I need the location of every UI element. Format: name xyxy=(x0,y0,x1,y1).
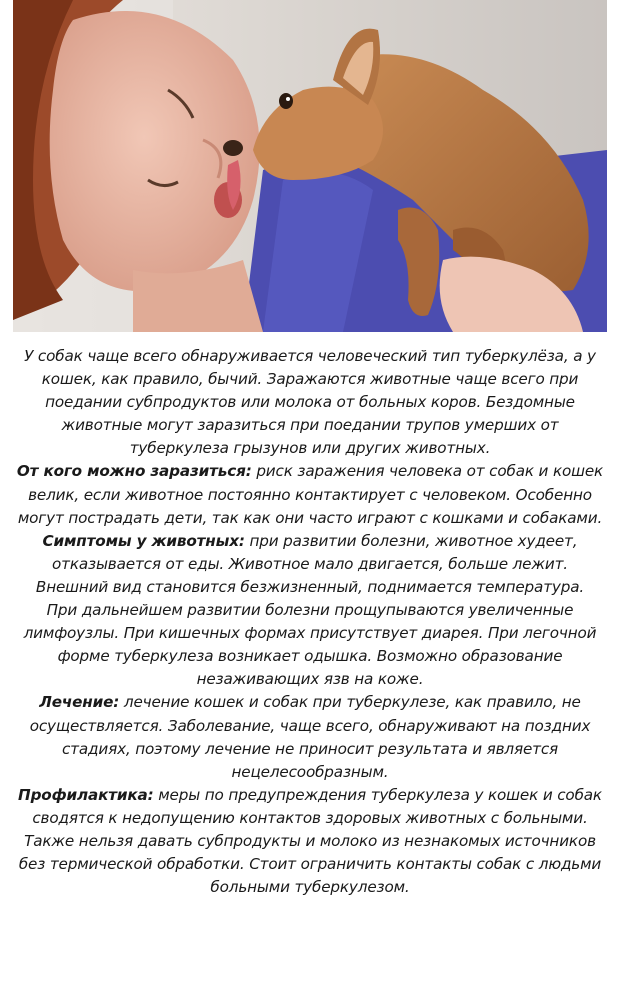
paragraph-body: Также нельзя давать субпродукты и молоко из незнакомых источников без термической обработки. Стоит ограничить контакты собак с людьми больными туберкулезом. xyxy=(18,831,602,897)
paragraph-body: При дальнейшем развитии болезни прощупываются увеличенные лимфоузлы. При кишечных формах присутствует диарея. При легочной форме туберкулеза возникает одышка. Возможно образование незаживающих язв на коже. xyxy=(23,601,597,689)
paragraph-symptoms xyxy=(14,530,606,599)
photo-woman-with-dog xyxy=(13,0,607,332)
paragraph-prevention xyxy=(14,784,606,830)
paragraph-body: У собак чаще всего обнаруживается человеческий тип туберкулёза, а у кошек, как правило, бычий. Заражаются животные чаще всего при поедании субпродуктов или молока от больных коров. Бездомные животные могут заразиться при поедании трупов умерших от туберкулеза грызунов или других животных. xyxy=(24,347,596,458)
paragraph-body: меры по предупреждения туберкулеза у кошек и собак сводятся к недопущению контактов здоровых животных с больными. xyxy=(32,785,602,827)
article-text xyxy=(14,345,606,899)
paragraph-body: при развитии болезни, животное худеет, отказывается от еды. Животное мало двигается, больше лежит. Внешний вид становится безжизненный, поднимается температура. xyxy=(35,531,585,596)
paragraph-treatment xyxy=(14,691,606,783)
paragraph-body: риск заражения человека от собак и кошек велик, если животное постоянно контактирует с человеком. Особенно могут пострадать дети, так как они часто играют с кошками и собаками. xyxy=(17,462,604,527)
paragraph-transmission xyxy=(14,460,606,529)
paragraph-advice xyxy=(14,830,606,899)
paragraph-lead: От кого можно заразиться: xyxy=(16,462,252,481)
paragraph-lead: Симптомы у животных: xyxy=(42,531,245,550)
paragraph-intro xyxy=(14,345,606,460)
paragraph-body: лечение кошек и собак при туберкулезе, как правило, не осуществляется. Заболевание, чаще всего, обнаруживают на поздних стадиях, поэтому лечение не приносит результата и является нецелесообразным. xyxy=(29,693,591,781)
paragraph-lead: Лечение: xyxy=(39,693,120,712)
paragraph-progression xyxy=(14,599,606,691)
paragraph-lead: Профилактика: xyxy=(18,785,154,804)
